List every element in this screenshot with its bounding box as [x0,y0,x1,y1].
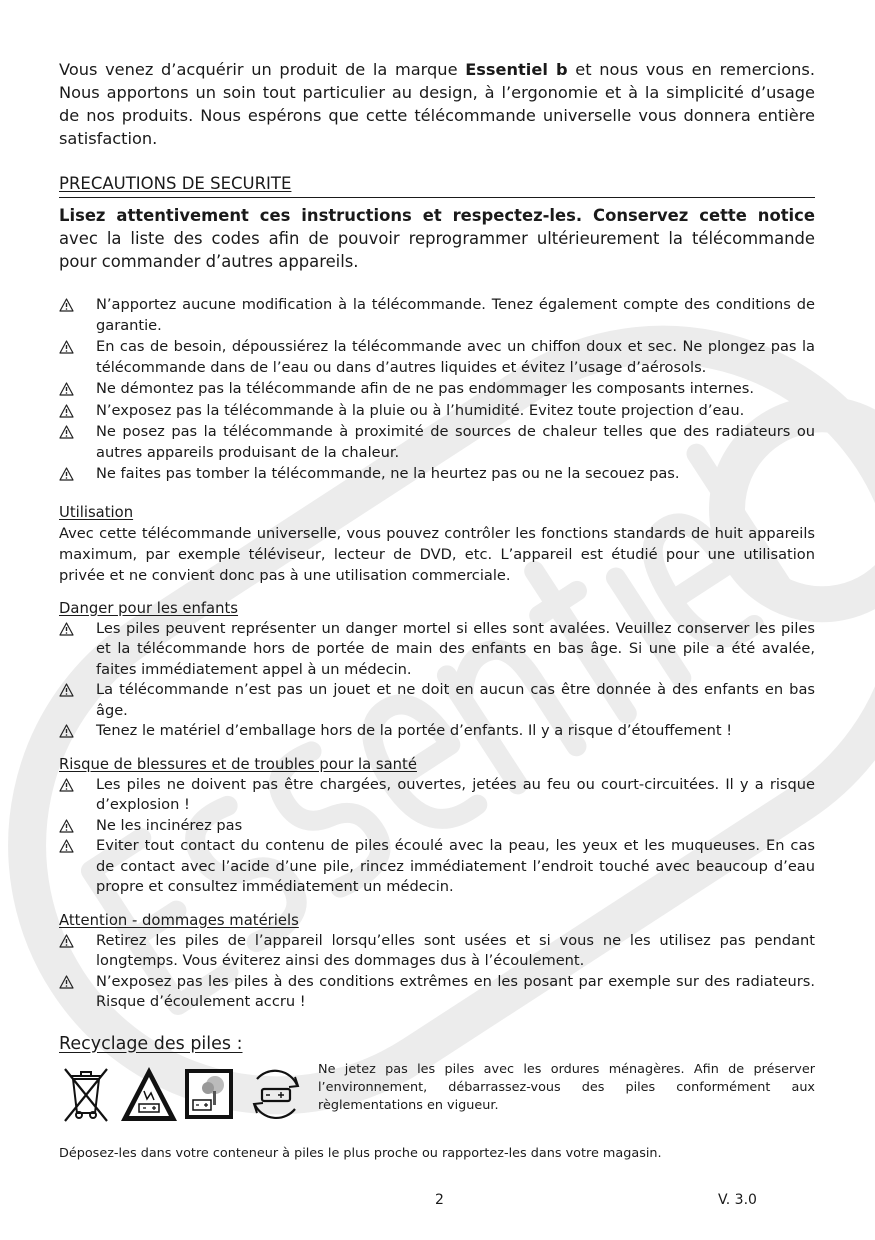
list-item: Ne les incinérez pas [59,816,815,837]
precautions-list [59,295,815,485]
danger-section [59,599,815,742]
list-item: Ne faites pas tomber la télécommande, ne la heurtez pas ou ne la secouez pas. [59,464,815,485]
corrosive-hazard-icon [121,1067,177,1121]
list-item: Les piles ne doivent pas être chargées, ouvertes, jetées au feu ou court-circuitées. Il y a risque d’explosion ! [59,775,815,816]
recyclage-text: Ne jetez pas les piles avec les ordures ménagères. Afin de préserver l’environnement, débarrassez-vous des piles conformément aux règlementations en vigueur. [318,1061,815,1113]
warning-triangle-icon [59,622,74,636]
recycling-icons [59,1063,304,1125]
precautions-lead-bold: Lisez attentivement ces instructions et respectez-les. Conservez cette notice [59,206,815,225]
list-item: En cas de besoin, dépoussiérez la télécommande avec un chiffon doux et sec. Ne plongez pas la télécommande dans de l’eau ou dans d’autres liquides et évitez l’usage d’aérosols. [59,337,815,378]
warning-triangle-icon [59,839,74,853]
attention-title: Attention - dommages matériels [59,911,299,929]
precautions-lead [59,204,815,273]
warning-triangle-icon [59,467,74,481]
list-item: Ne démontez pas la télécommande afin de ne pas endommager les composants internes. [59,379,815,400]
intro-text-1: Vous venez d’acquérir un produit de la marque [59,60,466,79]
warning-triangle-icon [59,683,74,697]
warning-triangle-icon [59,819,74,833]
warning-triangle-icon [59,778,74,792]
list-item: N’exposez pas la télécommande à la pluie ou à l’humidité. Evitez toute projection d’eau. [59,401,815,422]
battery-tree-icon [185,1069,233,1119]
utilisation-text: Avec cette télécommande universelle, vous pouvez contrôler les fonctions standards de huit appareils maximum, par exemple téléviseur, lecteur de DVD, etc. L’appareil est étudié pour une utilisation privée et ne convient donc pas à une utilisation commerciale. [59,524,815,584]
warning-triangle-icon [59,404,74,418]
utilisation-title: Utilisation [59,503,134,521]
warning-triangle-icon [59,724,74,738]
list-item: La télécommande n’est pas un jouet et ne doit en aucun cas être donnée à des enfants en bas âge. [59,680,815,721]
risque-list [59,775,815,898]
list-item: Tenez le matériel d’emballage hors de la portée d’enfants. Il y a risque d’étouffement ! [59,721,815,742]
recyclage-section [59,1033,815,1141]
intro-paragraph [59,58,815,150]
page-number: 2 [435,1192,444,1208]
danger-title: Danger pour les enfants [59,599,239,617]
battery-recycle-icon [254,1070,298,1117]
list-item: Les piles peuvent représenter un danger mortel si elles sont avalées. Veuillez conserver les piles et la télécommande hors de portée de main des enfants en bas âge. Si une pile a été avalée, faites immédiatement appel à un médecin. [59,619,815,681]
list-item: Eviter tout contact du contenu de piles écoulé avec la peau, les yeux et les muqueuses. En cas de contact avec l’acide d’une pile, rincez immédiatement l’endroit touché avec beaucoup d’eau propre et consultez immédiatement un médecin. [59,836,815,898]
list-item: N’apportez aucune modification à la télécommande. Tenez également compte des conditions de garantie. [59,295,815,336]
recyclage-row [59,1061,815,1141]
warning-triangle-icon [59,425,74,439]
warning-triangle-icon [59,382,74,396]
intro-text-2: et nous vous en remercions. Nous apportons un soin tout particulier au design, à l’ergonomie et à la simplicité d’usage de nos produits. Nous espérons que cette télécommande universelle vous donnera entière satisfaction. [59,60,815,148]
warning-triangle-icon [59,975,74,989]
attention-list [59,931,815,1013]
list-item: Retirez les piles de l’appareil lorsqu’elles sont usées et si vous ne les utilisez pas pendant longtemps. Vous éviterez ainsi des dommages dus à l’écoulement. [59,931,815,972]
precautions-title: PRECAUTIONS DE SECURITE [59,174,815,198]
brand-name: Essentiel b [465,60,568,79]
attention-section [59,911,815,1013]
recyclage-deposit-text: Déposez-les dans votre conteneur à piles le plus proche ou rapportez-les dans votre magasin. [59,1146,662,1161]
warning-triangle-icon [59,934,74,948]
warning-triangle-icon [59,298,74,312]
risque-title: Risque de blessures et de troubles pour la santé [59,755,417,773]
utilisation-section [59,503,815,586]
risque-section [59,755,815,898]
document-page [59,58,815,1141]
recyclage-title: Recyclage des piles : [59,1033,243,1054]
danger-list [59,619,815,742]
version-label: V. 3.0 [718,1192,757,1208]
precautions-lead-rest: avec la liste des codes afin de pouvoir reprogrammer ultérieurement la télécommande pour commander d’autres appareils. [59,229,815,271]
warning-triangle-icon [59,340,74,354]
crossed-bin-icon [65,1069,107,1121]
list-item: N’exposez pas les piles à des conditions extrêmes en les posant par exemple sur des radiateurs. Risque d’écoulement accru ! [59,972,815,1013]
list-item: Ne posez pas la télécommande à proximité de sources de chaleur telles que des radiateurs ou autres appareils produisant de la chaleur. [59,422,815,463]
